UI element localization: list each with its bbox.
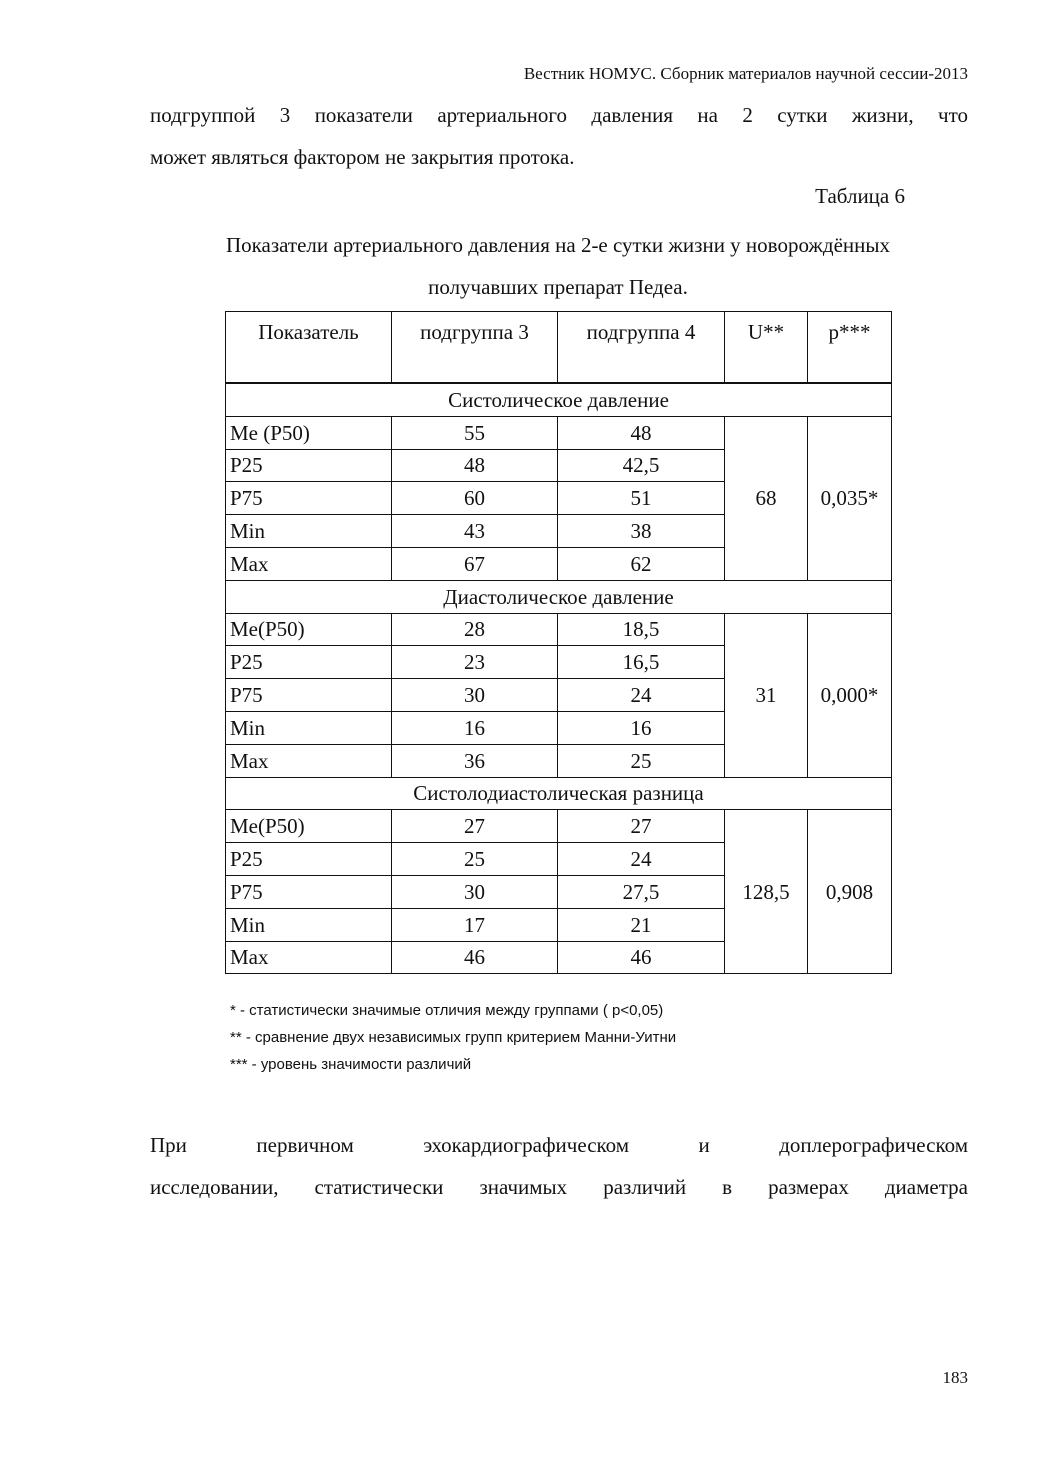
- cell-subgroup-4: 46: [558, 941, 725, 974]
- cell-subgroup-4: 24: [558, 843, 725, 876]
- cell-p-value: 0,908: [808, 810, 892, 974]
- cell-subgroup-3: 28: [392, 613, 558, 646]
- row-label: Me (P50): [226, 416, 392, 449]
- cell-u-statistic: 128,5: [725, 810, 808, 974]
- cell-subgroup-3: 43: [392, 515, 558, 548]
- data-table: [225, 311, 892, 974]
- column-header: подгруппа 3: [392, 312, 558, 384]
- running-header: Вестник НОМУС. Сборник материалов научной сессии-2013: [523, 64, 968, 83]
- section-title: Диастолическое давление: [226, 580, 892, 613]
- footnote: ** - сравнение двух независимых групп критерием Манни-Уитни: [230, 1029, 677, 1046]
- row-label: Min: [226, 908, 392, 941]
- cell-u-statistic: 68: [725, 416, 808, 580]
- row-label: Max: [226, 547, 392, 580]
- cell-subgroup-3: 16: [392, 711, 558, 744]
- paragraph-bottom: [150, 1124, 968, 1208]
- row-label: Min: [226, 711, 392, 744]
- column-header: Показатель: [226, 312, 392, 384]
- cell-subgroup-4: 38: [558, 515, 725, 548]
- row-label: P25: [226, 646, 392, 679]
- page-number: 183: [942, 1368, 968, 1387]
- table-row: [226, 416, 892, 449]
- cell-subgroup-4: 16,5: [558, 646, 725, 679]
- section-title-row: [226, 580, 892, 613]
- paragraph-top: [150, 94, 968, 178]
- row-label: Min: [226, 515, 392, 548]
- caption-line: Показатели артериального давления на 2-е сутки жизни у новорождённых: [225, 233, 891, 257]
- table-header-row: [226, 312, 892, 384]
- cell-subgroup-4: 27,5: [558, 875, 725, 908]
- cell-subgroup-4: 16: [558, 711, 725, 744]
- section-title-row: [226, 383, 892, 416]
- cell-subgroup-3: 67: [392, 547, 558, 580]
- row-label: P25: [226, 449, 392, 482]
- cell-subgroup-3: 30: [392, 679, 558, 712]
- paragraph-line: исследовании, статистически значимых различий в размерах диаметра: [150, 1175, 968, 1199]
- section-title: Систолодиастолическая разница: [226, 777, 892, 810]
- column-header: U**: [725, 312, 808, 384]
- section-title-row: [226, 777, 892, 810]
- row-label: P75: [226, 875, 392, 908]
- footnote: * - статистически значимые отличия между группами ( p<0,05): [230, 1002, 664, 1019]
- paragraph-line: подгруппой 3 показатели артериального давления на 2 сутки жизни, что: [150, 103, 968, 127]
- cell-subgroup-4: 27: [558, 810, 725, 843]
- row-label: P25: [226, 843, 392, 876]
- cell-subgroup-4: 24: [558, 679, 725, 712]
- table-body: [226, 383, 892, 974]
- cell-subgroup-3: 27: [392, 810, 558, 843]
- section-title: Систолическое давление: [226, 383, 892, 416]
- table-row: [226, 613, 892, 646]
- cell-subgroup-3: 48: [392, 449, 558, 482]
- cell-u-statistic: 31: [725, 613, 808, 777]
- row-label: P75: [226, 482, 392, 515]
- paragraph-line: При первичном эхокардиографическом и доплерографическом: [150, 1133, 968, 1157]
- row-label: Max: [226, 941, 392, 974]
- table-footnotes: [230, 997, 676, 1078]
- cell-subgroup-3: 17: [392, 908, 558, 941]
- caption-line: получавших препарат Педеа.: [428, 275, 688, 299]
- column-header: p***: [808, 312, 892, 384]
- column-header: подгруппа 4: [558, 312, 725, 384]
- cell-subgroup-4: 51: [558, 482, 725, 515]
- cell-subgroup-3: 60: [392, 482, 558, 515]
- cell-subgroup-3: 25: [392, 843, 558, 876]
- table-caption: [0, 224, 1040, 308]
- cell-subgroup-4: 62: [558, 547, 725, 580]
- table-row: [226, 810, 892, 843]
- cell-subgroup-3: 55: [392, 416, 558, 449]
- row-label: Me(P50): [226, 613, 392, 646]
- cell-subgroup-3: 46: [392, 941, 558, 974]
- paragraph-line: может являться фактором не закрытия протока.: [150, 145, 575, 169]
- footnote: *** - уровень значимости различий: [230, 1056, 472, 1073]
- row-label: Max: [226, 744, 392, 777]
- cell-subgroup-4: 48: [558, 416, 725, 449]
- cell-subgroup-4: 18,5: [558, 613, 725, 646]
- cell-subgroup-3: 30: [392, 875, 558, 908]
- cell-subgroup-4: 21: [558, 908, 725, 941]
- cell-subgroup-3: 23: [392, 646, 558, 679]
- row-label: Me(P50): [226, 810, 392, 843]
- cell-p-value: 0,000*: [808, 613, 892, 777]
- row-label: P75: [226, 679, 392, 712]
- cell-subgroup-4: 25: [558, 744, 725, 777]
- cell-subgroup-4: 42,5: [558, 449, 725, 482]
- table-label: Таблица 6: [815, 184, 905, 208]
- cell-p-value: 0,035*: [808, 416, 892, 580]
- cell-subgroup-3: 36: [392, 744, 558, 777]
